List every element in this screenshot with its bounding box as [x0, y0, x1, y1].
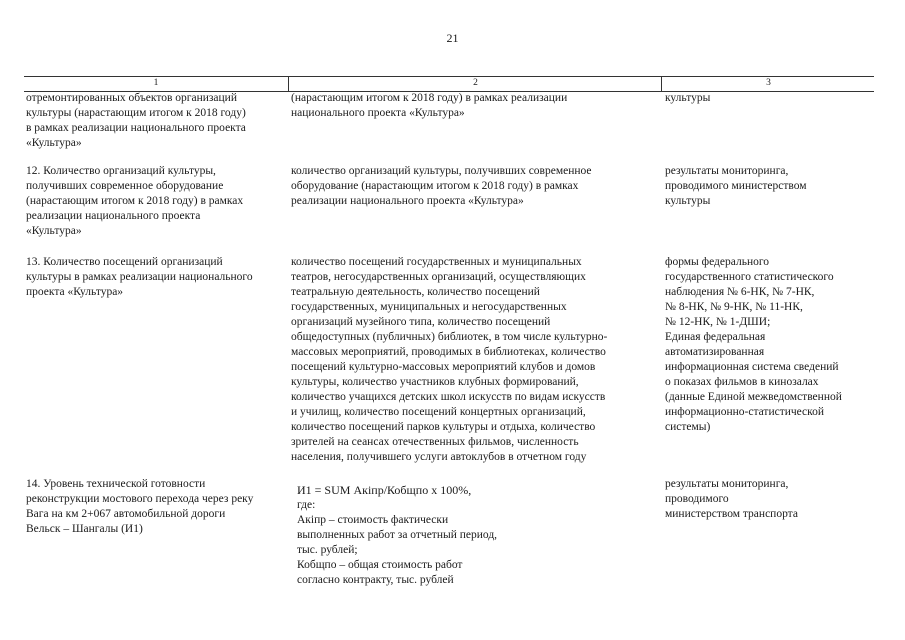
row-12-indicator: 12. Количество организаций культуры, получивших современное оборудование (нарастающим итогом к 2018 году) в рамках реализации национального проекта «Культура» — [26, 165, 244, 237]
column-header-1: 1 — [153, 78, 159, 88]
column-header-3: 3 — [661, 77, 875, 91]
row-14-formula-legend: где: Акiпр – стоимость фактически выполненных работ за отчетный период, тыс. рублей; Кобщпо – общая стоимость работ согласно контракту, тыс. рублей — [297, 499, 498, 586]
row-continuation-col3: культуры — [665, 92, 711, 104]
row-13-source: формы федерального государственного статистического наблюдения № 6-НК, № 7-НК, № 8-НК, № 9-НК, № 11-НК, № 12-НК, № 1-ДШИ; Единая федеральная автоматизированная информационная система сведений о показах фильмов в кинозалах (данные Единой межведомственной информационно-статистической системы) — [665, 256, 842, 433]
table-header-row — [24, 76, 874, 92]
row-12-method: количество организаций культуры, получивших современное оборудование (нарастающим итогом к 2018 году) в рамках реализации национального проекта «Культура» — [291, 165, 592, 207]
row-14-source: результаты мониторинга, проводимого министерством транспорта — [665, 478, 798, 520]
row-13-indicator: 13. Количество посещений организаций культуры в рамках реализации национального проекта «Культура» — [26, 256, 253, 298]
column-header-2: 2 — [288, 77, 662, 91]
row-12-source: результаты мониторинга, проводимого министерством культуры — [665, 165, 807, 207]
row-13-method: количество посещений государственных и муниципальных театров, негосударственных организаций, осуществляющих театральную деятельность, количество посещений государственных, муниципальных и негосударственных организаций музейного типа, количество посещений общедоступных (публичных) библиотек, в том числе культурно- массовых мероприятий, проводимых в библиотеках, количество посещений культурно-массовых мероприятий клубов и домов культуры, количество участников клубных формирований, количество учащихся детских школ искусств по видам искусств и училищ, количество посещений концертных организаций, количество посещений парков культуры и отдыха, количество зрителей на сеансах отечественных фильмов, численность населения, получившего услуги автоклубов в отчетном году — [291, 256, 608, 463]
page-number: 21 — [446, 31, 459, 45]
row-14-indicator: 14. Уровень технической готовности реконструкции мостового перехода через реку Вага на км 2+067 автомобильной дороги Вельск – Шангалы (И1) — [26, 478, 254, 535]
row-continuation-col2: (нарастающим итогом к 2018 году) в рамках реализации национального проекта «Культура» — [291, 92, 568, 119]
row-continuation-col1: отремонтированных объектов организаций культуры (нарастающим итогом к 2018 году) в рамках реализации национального проекта «Культура» — [26, 92, 246, 149]
row-14-formula: И1 = SUM Акiпр/Кобщпо х 100%, — [297, 483, 472, 497]
